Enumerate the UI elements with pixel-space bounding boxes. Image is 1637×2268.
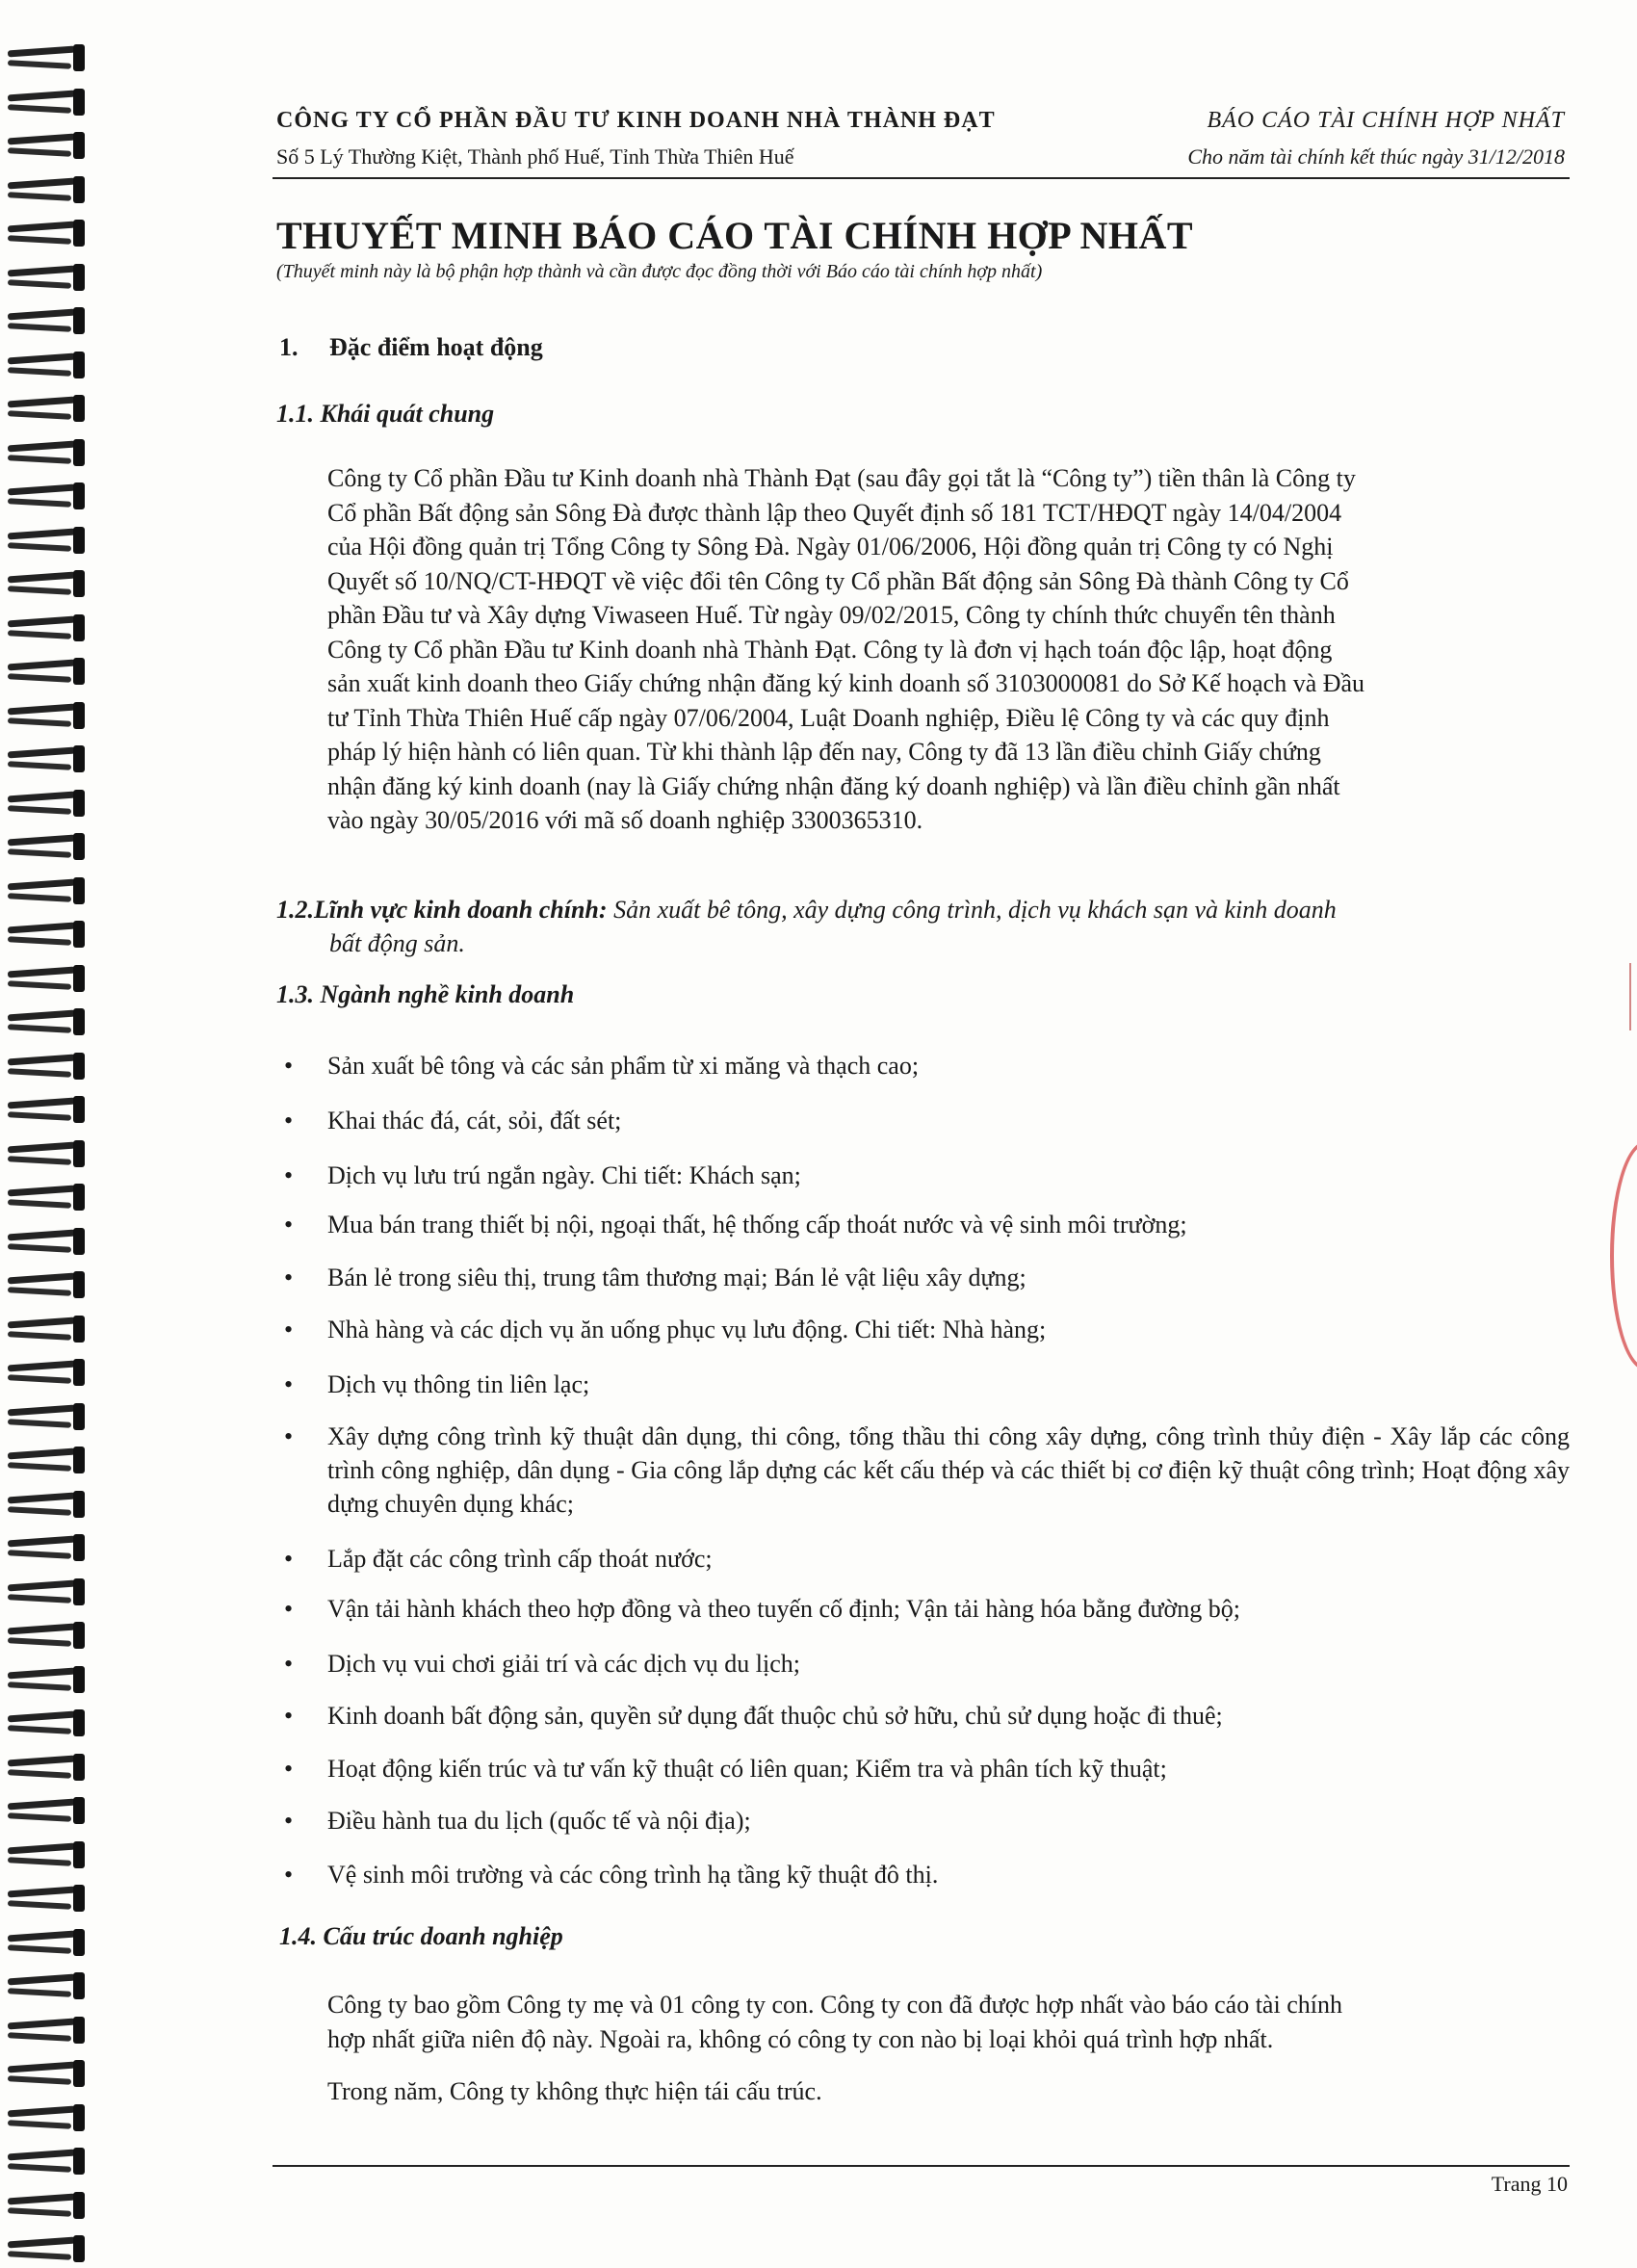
- paragraph-line: của Hội đồng quản trị Tổng Công ty Sông Đà. Ngày 01/06/2006, Hội đồng quản trị Công ty có Nghị: [327, 533, 1334, 560]
- paragraph-line: phần Đầu tư và Xây dựng Viwaseen Huế. Từ ngày 09/02/2015, Công ty chính thức chuyển tên thành: [327, 601, 1336, 629]
- paragraph-line: Quyết số 10/NQ/CT-HĐQT về việc đổi tên Công ty Cổ phần Bất động sản Sông Đà thành Công ty Cổ: [327, 566, 1349, 595]
- paragraph-line: sản xuất kinh doanh theo Giấy chứng nhận đăng ký kinh doanh số 3103000081 do Sở Kế hoạch và Đầu: [327, 669, 1365, 697]
- section-number: 1.2.: [276, 896, 314, 924]
- restructure-paragraph: Trong năm, Công ty không thực hiện tái cấu trúc.: [327, 2077, 822, 2105]
- footer-rule: [273, 2165, 1570, 2167]
- section-title: Cấu trúc doanh nghiệp: [323, 1922, 563, 1950]
- paragraph-line: hợp nhất giữa niên độ này. Ngoài ra, không có công ty con nào bị loại khỏi quá trình hợp nhất.: [327, 2025, 1274, 2053]
- list-item: • Nhà hàng và các dịch vụ ăn uống phục vụ lưu động. Chi tiết: Nhà hàng;: [284, 1316, 1047, 1343]
- paragraph-line: Cổ phần Bất động sản Sông Đà được thành lập theo Quyết định số 181 TCT/HĐQT ngày 14/04/2004: [327, 498, 1342, 527]
- section-title: Ngành nghề kinh doanh: [320, 980, 575, 1008]
- page-number: Trang 10: [1491, 2172, 1568, 2196]
- page-title: THUYẾT MINH BÁO CÁO TÀI CHÍNH HỢP NHẤT: [276, 214, 1194, 257]
- paragraph-line: Công ty Cổ phần Đầu tư Kinh doanh nhà Thành Đạt. Công ty là đơn vị hạch toán độc lập, hoạt động: [327, 635, 1333, 664]
- list-item: • Sản xuất bê tông và các sản phẩm từ xi măng và thạch cao;: [284, 1052, 920, 1080]
- list-item: • Vận tải hành khách theo hợp đồng và theo tuyến cố định; Vận tải hàng hóa bằng đường bộ;: [284, 1595, 1241, 1623]
- list-item: • Dịch vụ thông tin liên lạc;: [284, 1370, 590, 1398]
- structure-paragraph: [327, 1988, 1568, 2057]
- list-item: • Điều hành tua du lịch (quốc tế và nội địa);: [284, 1807, 751, 1835]
- list-item: • Mua bán trang thiết bị nội, ngoại thất, hệ thống cấp thoát nước và vệ sinh môi trường;: [284, 1211, 1187, 1238]
- margin-pen-mark: [1629, 963, 1631, 1030]
- header-address: Số 5 Lý Thường Kiệt, Thành phố Huế, Tỉnh Thừa Thiên Huế: [276, 144, 794, 169]
- list-item: • Xây dựng công trình kỹ thuật dân dụng, thi công, tổng thầu thi công xây dựng, công trình thủy điện - Xây lắp các công trình công nghiệp, dân dụng - Gia công lắp dựng các kết cấu thép và các thiết bị cơ điện kỹ thuật công trình; Hoạt động xây dựng chuyên dụng khác;: [284, 1422, 1570, 1518]
- paragraph-line: vào ngày 30/05/2016 với mã số doanh nghiệp 3300365310.: [327, 806, 923, 834]
- list-item: • Bán lẻ trong siêu thị, trung tâm thương mại; Bán lẻ vật liệu xây dựng;: [284, 1264, 1026, 1291]
- section-text-continued: bất động sản.: [329, 929, 465, 957]
- section-title: Khái quát chung: [320, 400, 495, 428]
- paragraph-line: pháp lý hiện hành có liên quan. Từ khi thành lập đến nay, Công ty đã 13 lần điều chỉnh Giấy chứng: [327, 738, 1321, 766]
- header-company: CÔNG TY CỔ PHẦN ĐẦU TƯ KINH DOANH NHÀ THÀNH ĐẠT: [276, 108, 996, 133]
- section-1-4-heading: [279, 1922, 563, 1951]
- section-number: 1.4.: [279, 1922, 317, 1950]
- page-subtitle: (Thuyết minh này là bộ phận hợp thành và cần được đọc đồng thời với Báo cáo tài chính hợp nhất): [276, 261, 1043, 282]
- list-item: • Vệ sinh môi trường và các công trình hạ tầng kỹ thuật đô thị.: [284, 1861, 939, 1889]
- paragraph-line: nhận đăng ký kinh doanh (nay là Giấy chứng nhận đăng ký doanh nghiệp) và lần điều chỉnh gần nhất: [327, 771, 1340, 800]
- list-item: • Lắp đặt các công trình cấp thoát nước;: [284, 1545, 713, 1573]
- header-period: Cho năm tài chính kết thúc ngày 31/12/2018: [1187, 144, 1565, 169]
- list-item: • Dịch vụ vui chơi giải trí và các dịch vụ du lịch;: [284, 1650, 801, 1678]
- section-text: Sản xuất bê tông, xây dựng công trình, dịch vụ khách sạn và kinh doanh: [613, 896, 1337, 924]
- section-number: 1.: [279, 333, 299, 361]
- paragraph-line: Công ty Cổ phần Đầu tư Kinh doanh nhà Thành Đạt (sau đây gọi tắt là “Công ty”) tiền thân là Công ty: [327, 464, 1356, 492]
- list-item: • Dịch vụ lưu trú ngắn ngày. Chi tiết: Khách sạn;: [284, 1161, 801, 1189]
- header-report-title: BÁO CÁO TÀI CHÍNH HỢP NHẤT: [1207, 108, 1565, 133]
- list-item: • Khai thác đá, cát, sỏi, đất sét;: [284, 1107, 622, 1134]
- section-number: 1.1.: [276, 400, 314, 428]
- section-number: 1.3.: [276, 980, 314, 1008]
- section-title: Lĩnh vực kinh doanh chính:: [314, 896, 608, 924]
- list-item: • Kinh doanh bất động sản, quyền sử dụng đất thuộc chủ sở hữu, chủ sử dụng hoặc đi thuê;: [284, 1702, 1223, 1730]
- section-title: Đặc điểm hoạt động: [329, 333, 543, 361]
- paragraph-line: tư Tỉnh Thừa Thiên Huế cấp ngày 07/06/2004, Luật Doanh nghiệp, Điều lệ Công ty và các quy định: [327, 703, 1330, 732]
- list-item: • Hoạt động kiến trúc và tư vấn kỹ thuật có liên quan; Kiểm tra và phân tích kỹ thuật;: [284, 1755, 1167, 1783]
- paragraph-line: Công ty bao gồm Công ty mẹ và 01 công ty con. Công ty con đã được hợp nhất vào báo cáo tài chính: [327, 1991, 1342, 2019]
